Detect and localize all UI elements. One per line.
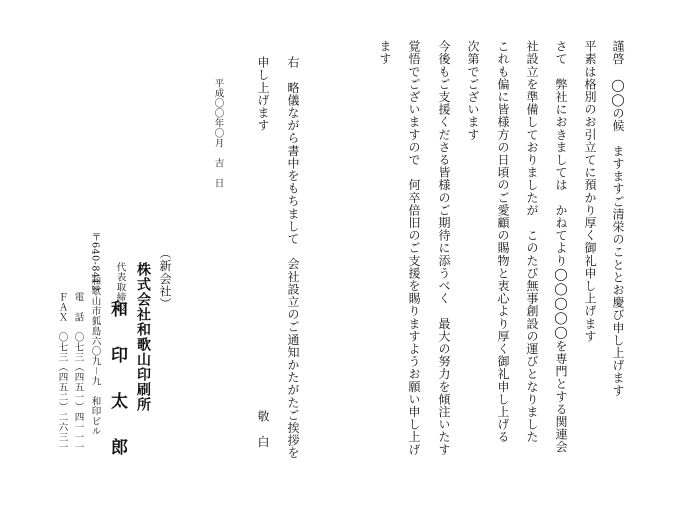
representative-name: 和 印 太 郎 bbox=[107, 300, 127, 461]
letter-line-8: 覚悟でございますので 何卒倍旧のご支援を賜りますようお願い申し上げ bbox=[407, 40, 421, 456]
summary-line-1: 右 略儀ながら書中をもちまして 会社設立のご通知かたがたご挨拶を bbox=[286, 56, 300, 460]
company-name: 株式会社和歌山印刷所 bbox=[135, 262, 151, 412]
closing-word: 敬 白 bbox=[256, 410, 270, 448]
letter-line-6: 次第でございます bbox=[466, 40, 480, 141]
date: 平成〇〇年〇月 吉 日 bbox=[212, 78, 224, 188]
letter-line-2: 平素は格別のお引立てに預かり厚く御礼申し上げます bbox=[583, 40, 597, 343]
phone-number: 電 話 〇七三（四五一）四一一一 bbox=[72, 292, 84, 452]
letter-line-1: 謹啓 ◯◯の候 ますますご清栄のこととお慶び申し上げます bbox=[611, 40, 625, 397]
fax-number: ＦＡＸ 〇七三（四五二）二六三一 bbox=[56, 292, 68, 452]
new-company-label: （新会社） bbox=[158, 247, 172, 310]
letter-line-4: 社設立を準備しておりましたが このたび無事創設の運びとなりました bbox=[525, 40, 539, 444]
letter-line-9: ます bbox=[378, 40, 392, 66]
letter-line-7: 今後もご支援くださる皆様のご期待に添うべく 最大の努力を傾注いたす bbox=[437, 40, 451, 456]
summary-line-2: 申し上げます bbox=[256, 56, 270, 132]
address: 和歌山市狐島六〇九－九 和印ビル bbox=[89, 276, 101, 437]
postal-code: 〒640-8412 bbox=[89, 232, 101, 292]
letter-line-3: さて 弊社におきましては かねてより◯◯◯◯◯を専門とする関連会 bbox=[554, 40, 568, 454]
representative-title: 代表取締役 bbox=[114, 262, 126, 312]
letter-line-5: これも偏に皆様方の日頃のご愛顧の賜物と衷心より厚く御礼申し上げる bbox=[496, 40, 510, 444]
